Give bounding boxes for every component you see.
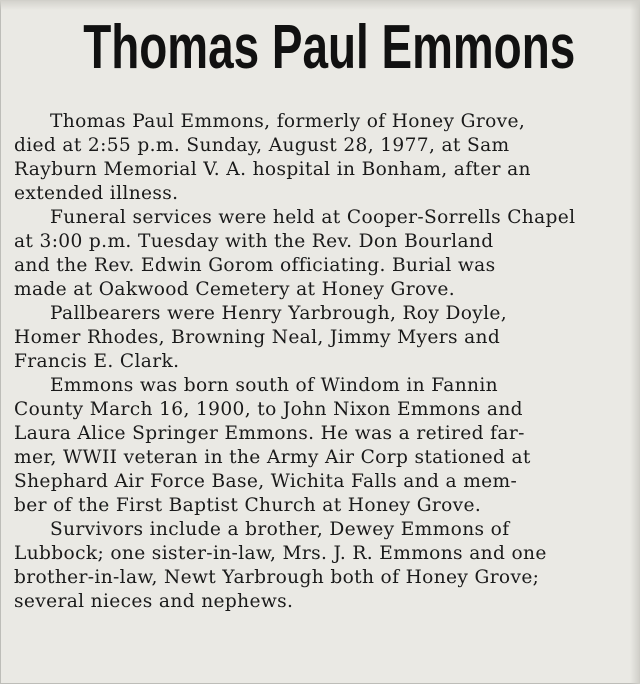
paragraph-pallbearers xyxy=(14,302,638,374)
text-line: Laura Alice Springer Emmons. He was a retired far- xyxy=(14,423,525,444)
text-line: Emmons was born south of Windom in Fannin xyxy=(50,375,498,396)
paragraph-funeral xyxy=(14,206,638,302)
obituary-headline: Thomas Paul Emmons xyxy=(83,13,576,82)
text-line: Rayburn Memorial V. A. hospital in Bonham, after an xyxy=(14,159,531,180)
text-line: Lubbock; one sister-in-law, Mrs. J. R. Emmons and one xyxy=(14,543,547,564)
text-line: brother-in-law, Newt Yarbrough both of Honey Grove; xyxy=(14,567,540,588)
text-line: Pallbearers were Henry Yarbrough, Roy Doyle, xyxy=(50,303,508,324)
text-line: Survivors include a brother, Dewey Emmons of xyxy=(50,519,510,540)
text-line: mer, WWII veteran in the Army Air Corp stationed at xyxy=(14,447,531,468)
paragraph-death-notice xyxy=(14,110,638,206)
paragraph-biography xyxy=(14,374,638,518)
text-line: several nieces and nephews. xyxy=(14,591,294,612)
obituary-body xyxy=(14,110,638,614)
text-line: made at Oakwood Cemetery at Honey Grove. xyxy=(14,279,455,300)
text-line: Thomas Paul Emmons, formerly of Honey Grove, xyxy=(50,111,526,132)
text-line: Francis E. Clark. xyxy=(14,351,180,372)
text-line: Homer Rhodes, Browning Neal, Jimmy Myers and xyxy=(14,327,501,348)
text-line: County March 16, 1900, to John Nixon Emmons and xyxy=(14,399,523,420)
paragraph-survivors xyxy=(14,518,638,614)
text-line: ber of the First Baptist Church at Honey Grove. xyxy=(14,495,482,516)
text-line: Funeral services were held at Cooper-Sorrells Chapel xyxy=(50,207,576,228)
text-line: died at 2:55 p.m. Sunday, August 28, 1977, at Sam xyxy=(14,135,510,156)
text-line: extended illness. xyxy=(14,183,179,204)
clipping-top-edge xyxy=(0,0,640,10)
text-line: Shephard Air Force Base, Wichita Falls and a mem- xyxy=(14,471,518,492)
text-line: and the Rev. Edwin Gorom officiating. Burial was xyxy=(14,255,496,276)
text-line: at 3:00 p.m. Tuesday with the Rev. Don Bourland xyxy=(14,231,494,252)
